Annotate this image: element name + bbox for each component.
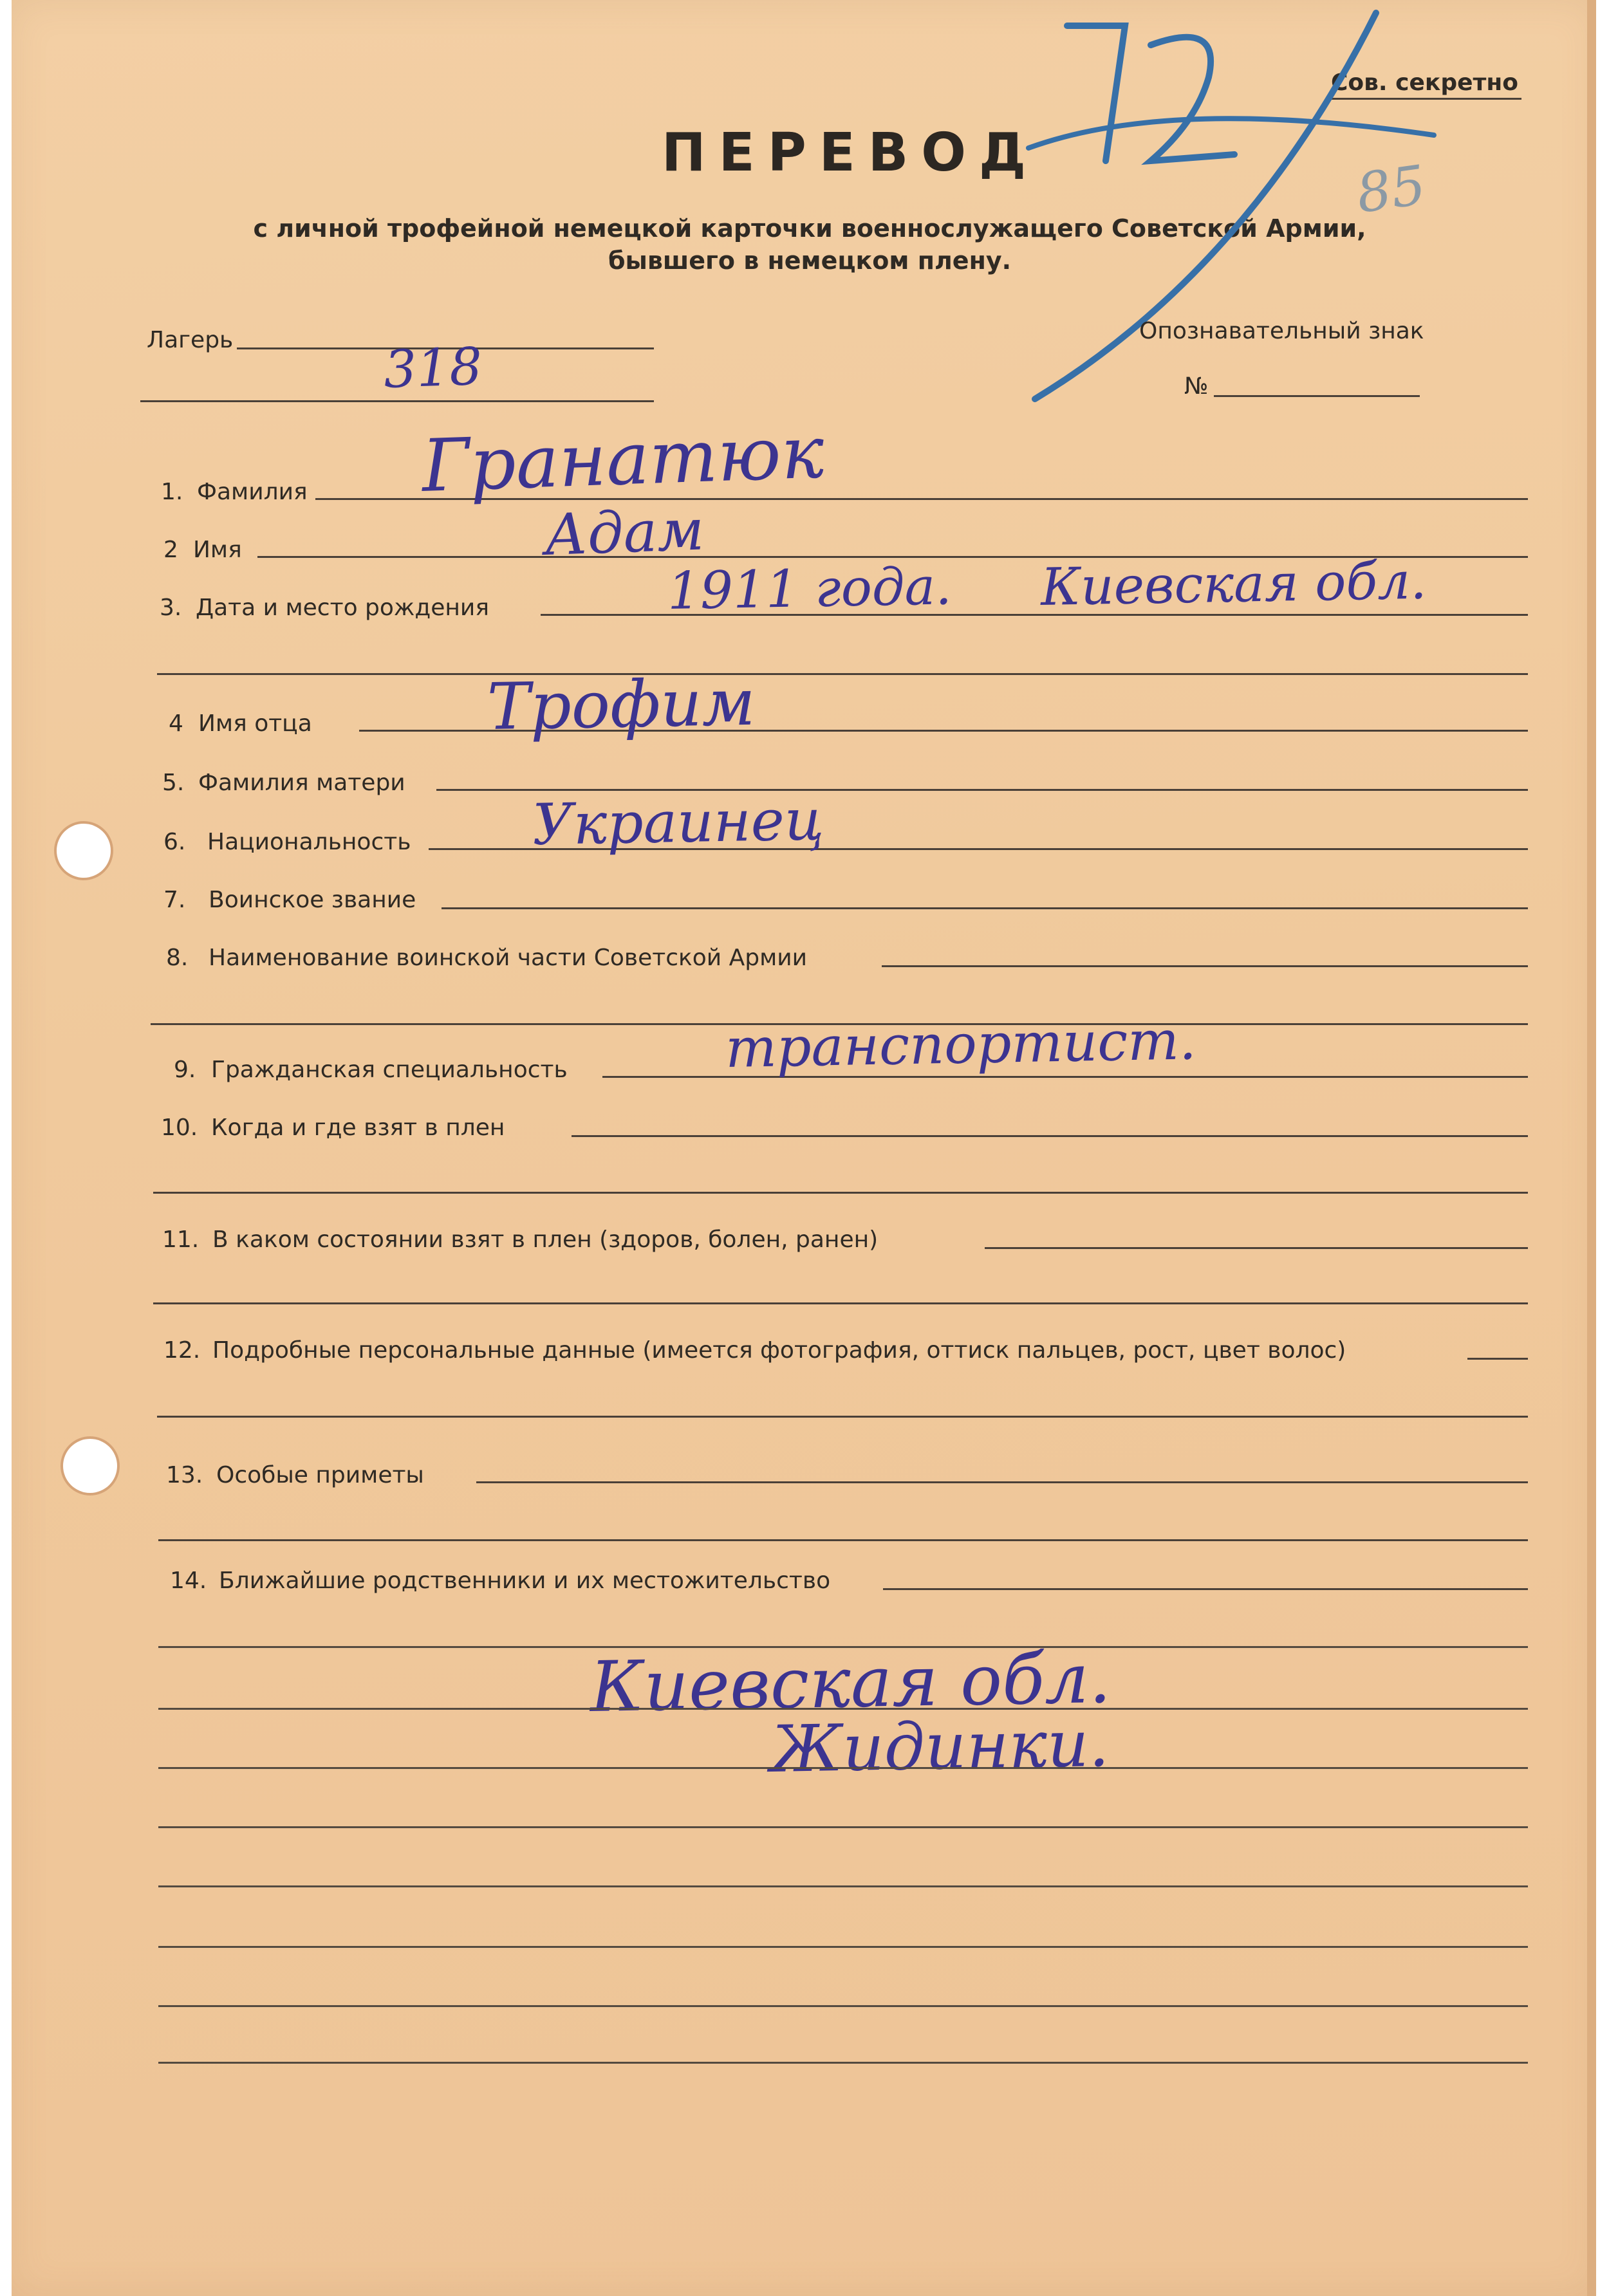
field-line-condition [985, 1247, 1528, 1249]
field-label-nationality: Национальность [207, 829, 411, 855]
field-number-12: 12. [163, 1337, 201, 1364]
ruled-line-1 [158, 1646, 1528, 1648]
page-title: ПЕРЕВОД [662, 122, 1039, 183]
field-number-1: 1. [161, 479, 183, 505]
field-number-10: 10. [161, 1115, 198, 1141]
field-line-special-marks-2 [158, 1539, 1528, 1541]
field-value-relatives-village: Жидинки. [769, 1705, 1110, 1787]
subtitle-line-2: бывшего в немецком плену. [608, 246, 1012, 275]
field-label-mother-surname: Фамилия матери [198, 770, 405, 796]
field-value-name: Адам [543, 496, 705, 568]
camp-value: 318 [382, 336, 483, 400]
field-line-birth-2 [157, 673, 1528, 675]
field-line-rank [442, 907, 1528, 909]
field-line-personal-data [1467, 1358, 1528, 1360]
field-label-birth: Дата и место рождения [196, 595, 489, 621]
field-label-personal-data: Подробные персональные данные (имеется фотография, оттиск пальцев, рост, цвет волос) [212, 1337, 1346, 1364]
ruled-line-6 [158, 1946, 1528, 1948]
field-label-captured: Когда и где взят в плен [211, 1115, 505, 1141]
field-label-relatives: Ближайшие родственники и их местожительство [219, 1568, 831, 1594]
field-label-civil-profession: Гражданская специальность [211, 1057, 568, 1083]
ruled-line-2 [158, 1708, 1528, 1710]
id-tag-line [1214, 395, 1420, 397]
field-label-father-name: Имя отца [198, 710, 312, 737]
field-value-birth-place: Киевская обл. [1040, 550, 1428, 617]
field-number-4: 4 [169, 710, 183, 737]
field-line-military-unit [882, 965, 1528, 967]
field-line-captured-2 [153, 1192, 1528, 1194]
field-value-birth-year: 1911 года. [667, 556, 953, 621]
field-number-6: 6. [163, 829, 186, 855]
field-number-7: 7. [163, 887, 186, 913]
field-number-2: 2 [163, 537, 178, 563]
field-value-surname: Гранатюк [420, 411, 826, 508]
field-label-name: Имя [193, 537, 242, 563]
field-value-civil-profession: транспортист. [725, 1008, 1197, 1080]
id-tag-label: Опознавательный знак [1139, 318, 1424, 344]
field-number-11: 11. [162, 1227, 200, 1253]
document-sheet [12, 0, 1596, 2296]
ruled-line-7 [158, 2005, 1528, 2007]
field-label-surname: Фамилия [197, 479, 308, 505]
field-line-relatives [883, 1588, 1528, 1590]
field-line-special-marks [476, 1481, 1528, 1483]
field-line-personal-data-2 [157, 1416, 1528, 1418]
field-value-nationality: Украинец [532, 786, 824, 858]
field-value-father-name: Трофим [486, 664, 756, 745]
field-number-5: 5. [162, 770, 185, 796]
top-number-handwritten [1074, 13, 1082, 20]
ruled-line-4 [158, 1826, 1528, 1828]
field-number-8: 8. [166, 945, 189, 971]
top-number-2-stroke [1151, 37, 1234, 161]
ruled-line-8 [158, 2062, 1528, 2064]
side-number-handwritten: 85 [1352, 153, 1430, 225]
ruled-line-3 [158, 1767, 1528, 1769]
field-number-3: 3. [160, 595, 182, 621]
pencil-marks [12, 0, 1596, 2296]
field-line-captured [572, 1135, 1528, 1137]
field-number-14: 14. [170, 1568, 207, 1594]
strike-line [1028, 118, 1434, 148]
field-label-military-unit: Наименование воинской части Советской Армии [209, 945, 808, 971]
subtitle-line-1: с личной трофейной немецкой карточки военнослужащего Советской Армии, [253, 214, 1366, 243]
field-number-13: 13. [166, 1462, 203, 1488]
ruled-line-5 [158, 1885, 1528, 1887]
secret-mark: Сов. секретно [1331, 69, 1518, 96]
top-number-7-stroke [1067, 26, 1125, 161]
field-line-condition-2 [153, 1302, 1528, 1304]
field-label-rank: Воинское звание [209, 887, 416, 913]
id-tag-number-label: № [1184, 373, 1209, 400]
camp-line-2 [140, 400, 654, 402]
field-label-special-marks: Особые приметы [216, 1462, 424, 1488]
field-label-condition: В каком состоянии взят в плен (здоров, болен, ранен) [212, 1227, 879, 1253]
field-value-relatives-region: Киевская обл. [589, 1638, 1112, 1728]
field-number-9: 9. [174, 1057, 196, 1083]
camp-label: Лагерь [147, 327, 234, 353]
